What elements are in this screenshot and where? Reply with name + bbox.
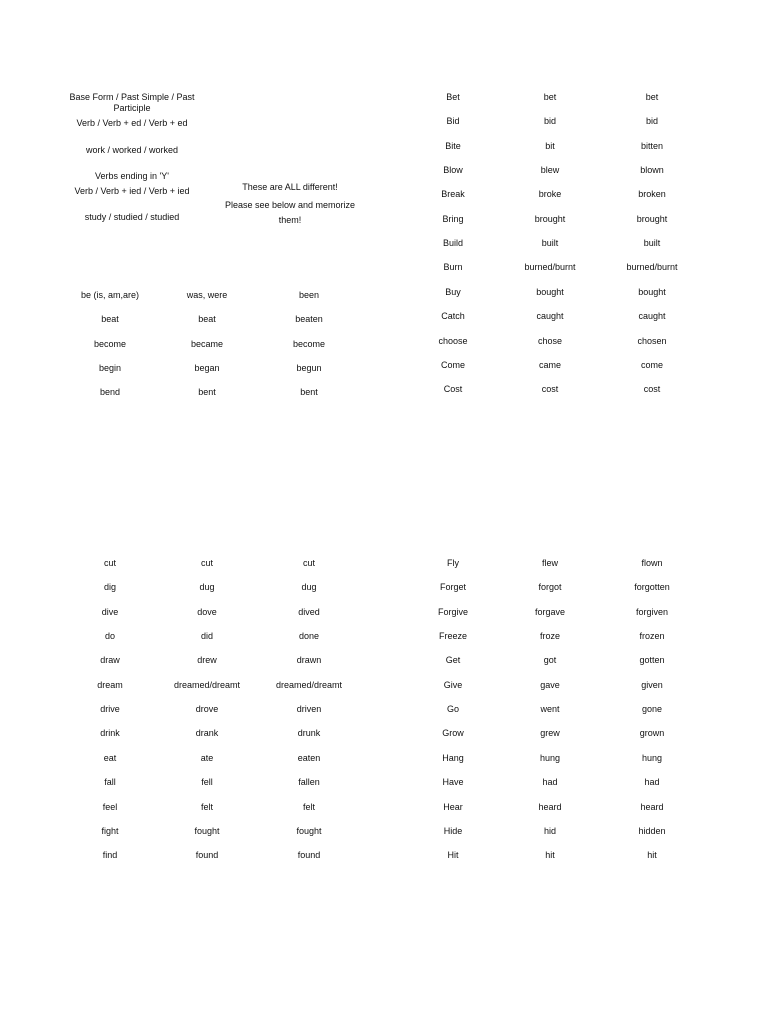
past-participle-cell: bent xyxy=(300,387,318,398)
past-simple-cell: beat xyxy=(198,314,216,325)
past-simple-cell: bid xyxy=(543,116,556,127)
past-participle-cell: beaten xyxy=(295,314,323,325)
past-participle-cell: bid xyxy=(645,116,658,127)
past-simple-cell: became xyxy=(190,338,224,349)
past-simple-cell: forgave xyxy=(534,606,566,617)
base-form-cell: Bite xyxy=(445,140,461,151)
base-form-cell: Burn xyxy=(443,262,463,273)
past-participle-cell: eaten xyxy=(297,752,321,763)
past-simple-cell: went xyxy=(540,704,560,715)
past-participle-cell: fallen xyxy=(298,777,320,788)
base-form-cell: beat xyxy=(101,314,119,325)
past-participle-cell: bought xyxy=(638,286,666,297)
past-simple-cell: gave xyxy=(540,679,560,690)
past-participle-cell: drunk xyxy=(297,728,321,739)
base-form-cell: Blow xyxy=(443,165,463,176)
base-form-cell: find xyxy=(102,850,118,861)
past-participle-cell: brought xyxy=(636,213,668,224)
past-simple-cell: broke xyxy=(538,189,562,200)
past-participle-cell: become xyxy=(292,338,326,349)
base-form-cell: dream xyxy=(97,679,123,690)
base-form-cell: Hit xyxy=(447,850,459,861)
past-participle-cell: grown xyxy=(639,728,665,739)
past-simple-cell: heard xyxy=(538,801,562,812)
base-form-cell: Forget xyxy=(439,582,466,593)
past-participle-cell: dug xyxy=(301,582,317,593)
base-form-cell: Grow xyxy=(442,728,464,739)
past-simple-cell: ate xyxy=(200,752,214,763)
past-participle-cell: been xyxy=(298,290,320,300)
past-simple-cell: hung xyxy=(539,752,561,763)
past-simple-cell: got xyxy=(543,655,557,666)
past-participle-cell: given xyxy=(641,679,663,690)
past-simple-cell: drew xyxy=(197,655,217,666)
past-simple-cell: bet xyxy=(543,92,557,102)
base-form-cell: Forgive xyxy=(437,606,468,617)
past-simple-cell: dug xyxy=(199,582,215,593)
base-form-cell: Get xyxy=(445,655,461,666)
past-simple-cell: dreamed/dreamt xyxy=(173,679,241,690)
past-participle-cell: begun xyxy=(296,363,322,374)
base-form-cell: become xyxy=(93,338,127,349)
base-form-cell: eat xyxy=(103,752,117,763)
past-participle-cell: flown xyxy=(641,558,663,568)
past-simple-cell: drove xyxy=(195,704,219,715)
past-participle-cell: gotten xyxy=(639,655,665,666)
base-form-cell: Catch xyxy=(441,311,465,322)
base-form-cell: Hear xyxy=(443,801,463,812)
past-simple-cell: flew xyxy=(541,558,558,568)
past-participle-cell: forgotten xyxy=(634,582,670,593)
past-participle-cell: forgiven xyxy=(635,606,669,617)
past-participle-cell: gone xyxy=(641,704,663,715)
base-form-cell: do xyxy=(104,631,115,642)
irregular-note-body: Please see below and memorize them! xyxy=(224,200,356,225)
past-simple-cell: came xyxy=(538,359,561,370)
past-simple-cell: hit xyxy=(545,850,555,861)
past-simple-cell: had xyxy=(542,777,558,788)
regular-pattern: Verb / Verb + ed / Verb + ed xyxy=(76,118,188,128)
past-participle-cell: come xyxy=(640,359,663,370)
past-participle-cell: caught xyxy=(638,311,666,322)
past-participle-cell: blown xyxy=(640,165,664,176)
past-simple-cell: blew xyxy=(540,165,560,176)
base-form-cell: draw xyxy=(100,655,120,666)
past-simple-cell: brought xyxy=(534,213,566,224)
past-simple-cell: grew xyxy=(540,728,560,739)
base-form-cell: Build xyxy=(442,238,463,249)
past-simple-cell: chose xyxy=(537,335,563,346)
y-ending-example: study / studied / studied xyxy=(84,212,180,222)
base-form-cell: bend xyxy=(99,387,121,398)
past-simple-cell: forgot xyxy=(538,582,562,593)
base-form-cell: Go xyxy=(446,704,459,715)
past-simple-cell: was, were xyxy=(186,290,228,300)
past-simple-cell: bit xyxy=(545,140,555,151)
past-participle-cell: built xyxy=(643,238,661,249)
past-participle-cell: burned/burnt xyxy=(626,262,678,273)
intro-heading: Base Form / Past Simple / Past Participle xyxy=(69,92,195,113)
past-simple-cell: bent xyxy=(198,387,216,398)
past-participle-cell: driven xyxy=(296,704,322,715)
past-participle-cell: broken xyxy=(638,189,666,200)
past-simple-cell: caught xyxy=(536,311,564,322)
base-form-cell: dive xyxy=(101,606,119,617)
past-simple-cell: drank xyxy=(195,728,219,739)
past-participle-cell: dived xyxy=(298,606,320,617)
past-participle-cell: bitten xyxy=(640,140,664,151)
base-form-cell: Hide xyxy=(443,825,463,836)
base-form-cell: choose xyxy=(438,335,468,346)
base-form-cell: Bring xyxy=(442,213,464,224)
past-simple-cell: cost xyxy=(541,384,559,395)
past-participle-cell: frozen xyxy=(639,631,665,642)
base-form-cell: Hang xyxy=(442,752,464,763)
past-participle-cell: drawn xyxy=(296,655,322,666)
past-simple-cell: froze xyxy=(539,631,560,642)
past-simple-cell: dove xyxy=(197,606,217,617)
past-simple-cell: did xyxy=(200,631,213,642)
past-participle-cell: hidden xyxy=(638,825,666,836)
base-form-cell: Buy xyxy=(445,286,461,297)
base-form-cell: Bid xyxy=(446,116,460,127)
base-form-cell: begin xyxy=(98,363,122,374)
past-participle-cell: found xyxy=(297,850,321,861)
past-participle-cell: hung xyxy=(641,752,663,763)
past-participle-cell: done xyxy=(298,631,320,642)
base-form-cell: Bet xyxy=(446,92,460,102)
past-simple-cell: fell xyxy=(201,777,213,788)
y-ending-heading: Verbs ending in 'Y' xyxy=(95,171,169,181)
past-simple-cell: bought xyxy=(536,286,564,297)
past-simple-cell: hid xyxy=(543,825,556,836)
base-form-cell: be (is, am,are) xyxy=(80,290,140,300)
base-form-cell: Give xyxy=(443,679,463,690)
past-simple-cell: felt xyxy=(200,801,213,812)
base-form-cell: fight xyxy=(101,825,119,836)
past-simple-cell: built xyxy=(541,238,559,249)
y-ending-pattern: Verb / Verb + ied / Verb + ied xyxy=(74,186,190,196)
past-participle-cell: hit xyxy=(647,850,657,861)
base-form-cell: drive xyxy=(100,704,120,715)
base-form-cell: Fly xyxy=(447,558,459,568)
regular-example: work / worked / worked xyxy=(85,145,179,155)
base-form-cell: cut xyxy=(103,558,116,568)
base-form-cell: fall xyxy=(104,777,116,788)
past-participle-cell: fought xyxy=(296,825,322,836)
past-simple-cell: found xyxy=(195,850,219,861)
past-simple-cell: began xyxy=(194,363,220,374)
base-form-cell: dig xyxy=(103,582,116,593)
base-form-cell: feel xyxy=(102,801,118,812)
past-simple-cell: burned/burnt xyxy=(524,262,576,273)
past-participle-cell: had xyxy=(644,777,660,788)
base-form-cell: Have xyxy=(442,777,464,788)
past-simple-cell: cut xyxy=(200,558,213,568)
past-participle-cell: chosen xyxy=(637,335,667,346)
base-form-cell: Come xyxy=(440,359,465,370)
past-simple-cell: fought xyxy=(194,825,220,836)
base-form-cell: Break xyxy=(441,189,465,200)
past-participle-cell: cost xyxy=(643,384,661,395)
past-participle-cell: heard xyxy=(640,801,664,812)
irregular-note-title: These are ALL different! xyxy=(242,182,338,192)
past-participle-cell: dreamed/dreamt xyxy=(275,679,343,690)
base-form-cell: Cost xyxy=(443,384,463,395)
base-form-cell: drink xyxy=(100,728,120,739)
base-form-cell: Freeze xyxy=(438,631,467,642)
past-participle-cell: felt xyxy=(302,801,315,812)
past-participle-cell: cut xyxy=(302,558,315,568)
past-participle-cell: bet xyxy=(645,92,659,102)
